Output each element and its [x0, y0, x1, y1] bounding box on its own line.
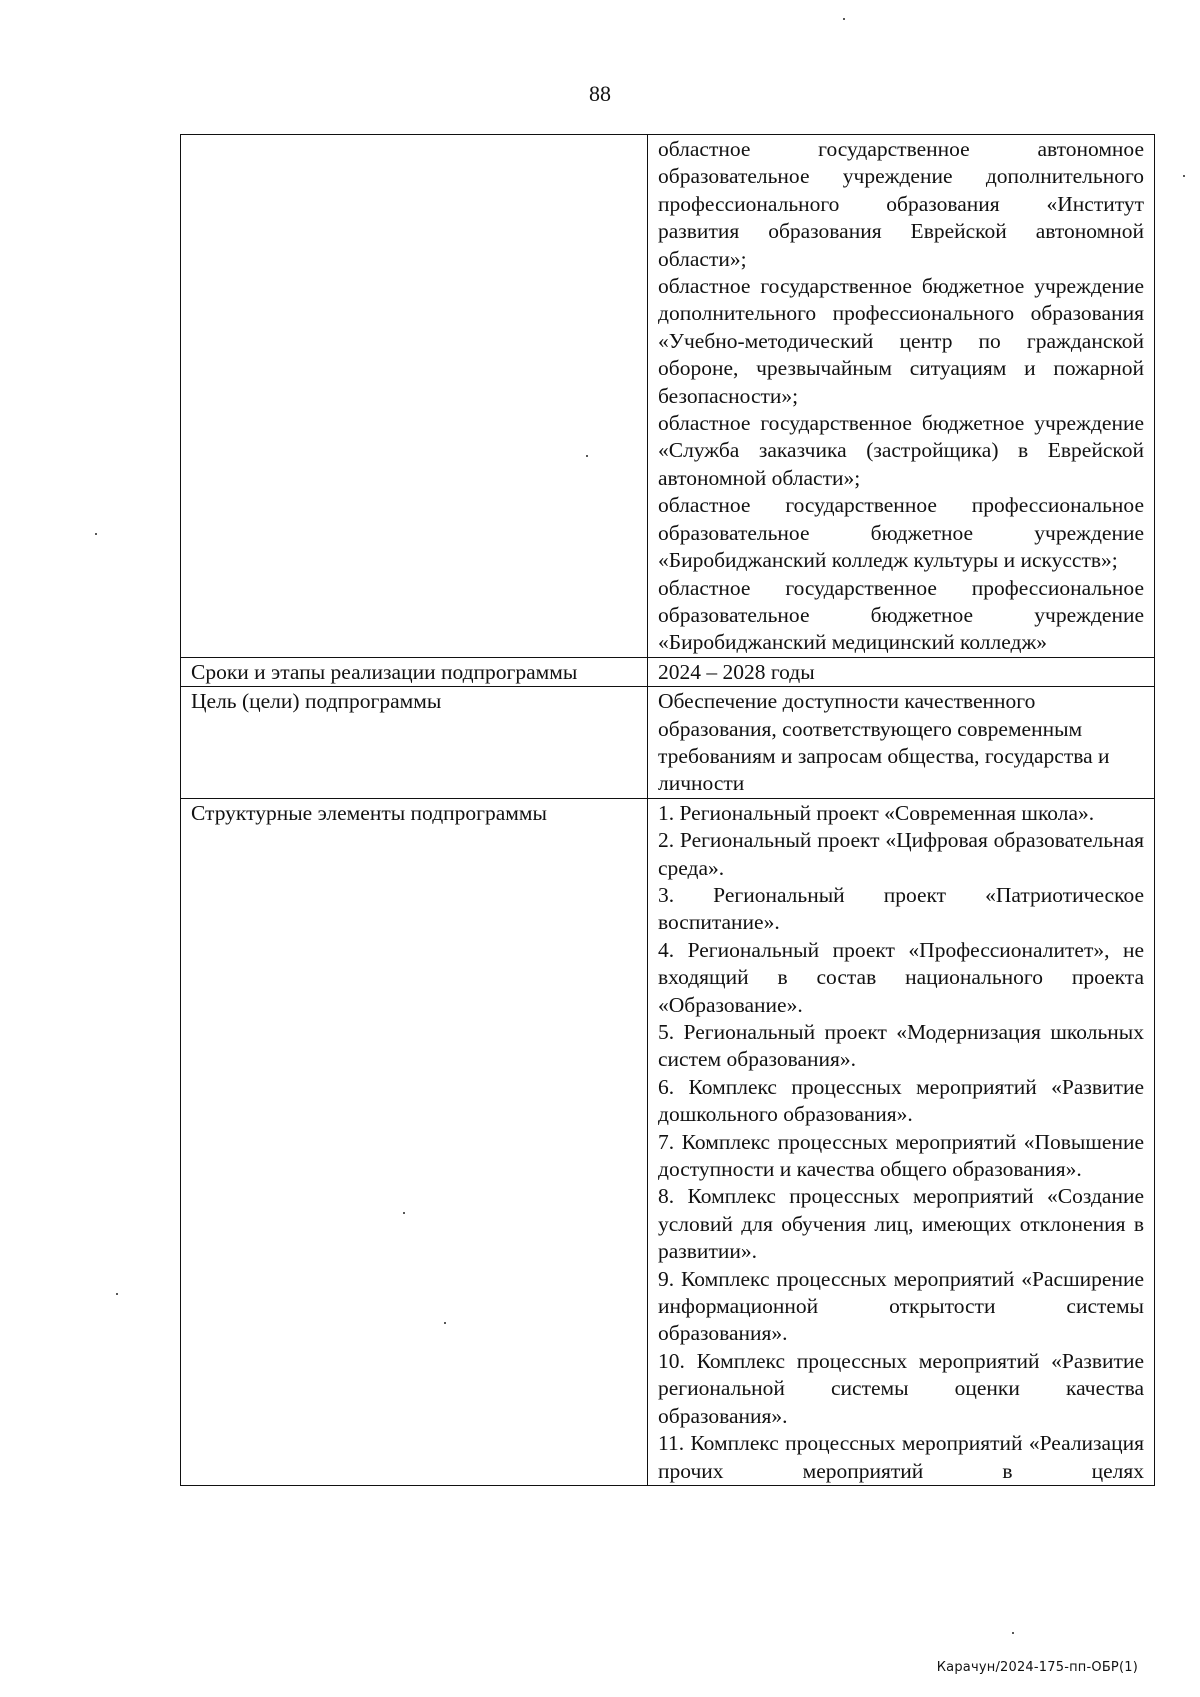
- structural-element-item: 3. Региональный проект «Патриотическое воспитание».: [658, 882, 1144, 935]
- terms-value-cell: 2024 – 2028 годы: [648, 657, 1155, 686]
- scan-speck: [116, 1293, 118, 1295]
- terms-label-cell: Сроки и этапы реализации подпрограммы: [181, 657, 648, 686]
- document-footer-code: Карачун/2024-175-пп-ОБР(1): [936, 1660, 1138, 1675]
- scan-speck: [403, 1212, 405, 1214]
- goals-value-cell: Обеспечение доступности качественного образования, соответствующего современным требованиям и запросам общества, государства и личности: [648, 687, 1155, 799]
- structural-element-item: 5. Региональный проект «Модернизация школьных систем образования».: [658, 1020, 1144, 1072]
- elements-label-cell: Структурные элементы подпрограммы: [181, 798, 648, 1485]
- structural-element-item: 7. Комплекс процессных мероприятий «Повышение доступности и качества общего образования».: [658, 1129, 1144, 1182]
- structural-element-item: 8. Комплекс процессных мероприятий «Создание условий для обучения лиц, имеющих отклонения в развитии».: [658, 1184, 1144, 1264]
- structural-element-item: 11. Комплекс процессных мероприятий «Реализация прочих мероприятий в целях: [658, 1431, 1144, 1483]
- elements-value-cell: [648, 798, 1155, 1485]
- table-row-elements: [181, 798, 1155, 1485]
- executor-entry: областное государственное бюджетное учреждение дополнительного профессионального образования «Учебно-методический центр по гражданской обороне, чрезвычайным ситуациям и пожарной безопасности»;: [658, 274, 1144, 408]
- executor-entry: областное государственное бюджетное учреждение «Служба заказчика (застройщика) в Еврейской автономной области»;: [658, 411, 1144, 490]
- structural-element-item: 1. Региональный проект «Современная школа».: [658, 800, 1095, 825]
- page-number: 88: [589, 81, 611, 106]
- goals-label-cell: Цель (цели) подпрограммы: [181, 687, 648, 799]
- scan-speck: [1183, 175, 1185, 177]
- executors-label-cell: [181, 135, 648, 658]
- structural-element-item: 9. Комплекс процессных мероприятий «Расширение информационной открытости системы образования».: [658, 1266, 1144, 1346]
- subprogram-passport-table: [180, 134, 1155, 1486]
- structural-element-item: 10. Комплекс процессных мероприятий «Развитие региональной системы оценки качества образования».: [658, 1348, 1144, 1428]
- executors-value-cell: [648, 135, 1155, 658]
- table-row-executors: [181, 135, 1155, 658]
- executor-entry: областное государственное профессиональное образовательное бюджетное учреждение «Биробиджанский колледж культуры и искусств»;: [658, 493, 1144, 573]
- structural-element-item: 4. Региональный проект «Профессионалитет», не входящий в состав национального проекта «Образование».: [658, 937, 1144, 1017]
- executor-entry: областное государственное профессиональное образовательное бюджетное учреждение «Биробиджанский медицинский колледж»: [658, 575, 1144, 655]
- structural-element-item: 6. Комплекс процессных мероприятий «Развитие дошкольного образования».: [658, 1074, 1144, 1127]
- structural-element-item: 2. Региональный проект «Цифровая образовательная среда».: [658, 828, 1144, 880]
- table-row-terms: [181, 657, 1155, 686]
- executor-entry: областное государственное автономное образовательное учреждение дополнительного профессионального образования «Институт развития образования Еврейской автономной области»;: [658, 137, 1144, 271]
- scan-speck: [586, 455, 588, 457]
- scan-speck: [843, 18, 845, 20]
- scan-speck: [1012, 1632, 1014, 1634]
- scan-speck: [444, 1322, 446, 1324]
- table-row-goals: [181, 687, 1155, 799]
- scan-speck: [95, 533, 97, 535]
